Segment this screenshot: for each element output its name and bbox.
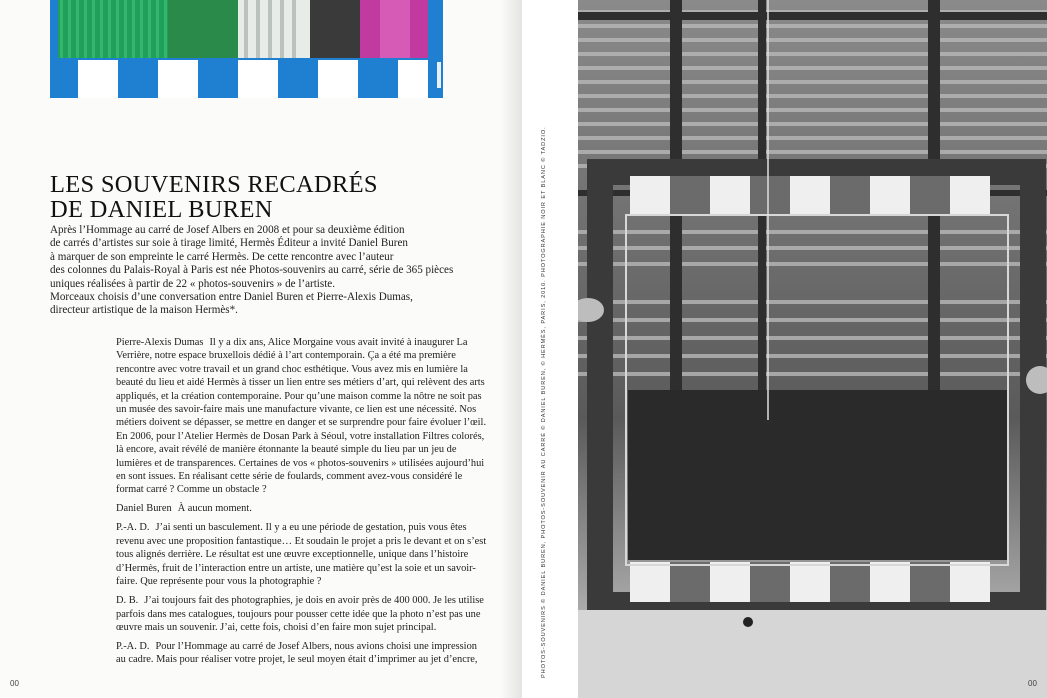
interview-paragraph <box>116 336 488 497</box>
intro-line: à marquer de son empreinte le carré Hermès. De cette rencontre avec l’auteur <box>50 250 394 263</box>
speaker-name: P.-A. D. <box>116 640 150 652</box>
scarf-photo <box>50 0 443 98</box>
intro-line: uniques réalisées à partir de 22 « photos-souvenirs » de l’artiste. <box>50 277 335 290</box>
page-number-right: 00 <box>1028 679 1037 688</box>
intro-line: Morceaux choisis d’une conversation entre Daniel Buren et Pierre-Alexis Dumas, <box>50 291 413 304</box>
intro-line: de carrés d’artistes sur soie à tirage limité, Hermès Éditeur a invité Daniel Buren <box>50 237 408 250</box>
article-intro <box>50 224 470 318</box>
speaker-name: Daniel Buren <box>116 503 172 515</box>
interview-paragraph <box>116 521 488 588</box>
interview-text: J’ai senti un basculement. Il y a eu une période de gestation, puis vous êtes revenu avec une proposition fantastique… Et soudain le projet a pris le devant et on s’est tous alignés derrière. Le résultat est une œuvre exceptionnelle, unique dans l’histoire d’Hermès, fruit de l’interaction entre un artiste, une matière qu’est la soie et un savoir-faire. Que représente pour vous la photographie ? <box>116 522 487 588</box>
interview-text: J’ai toujours fait des photographies, je dois en avoir près de 400 000. Je les utilise parfois dans mes catalogues, toujours pour pousser cette idée que la photo n’est pas une œuvre mais un souvenir. J’ai, cette fois, choisi d’en faire mon sujet principal. <box>116 595 484 633</box>
intro-line: des colonnes du Palais-Royal à Paris est née Photos-souvenirs au carré, série de 365 pièces <box>50 264 454 277</box>
intro-line: Après l’Hommage au carré de Josef Albers en 2008 et pour sa deuxième édition <box>50 224 405 236</box>
interview-paragraph <box>116 594 488 634</box>
interview-text: À aucun moment. <box>177 503 252 515</box>
interview-body <box>116 336 488 672</box>
headline-line-2: DE DANIEL BUREN <box>50 196 273 223</box>
intro-line: directeur artistique de la maison Hermès*. <box>50 304 238 317</box>
speaker-name: D. B. <box>116 595 139 607</box>
speaker-name: P.-A. D. <box>116 522 150 534</box>
photo-credit: PHOTOS-SOUVENIRS © DANIEL BUREN, PHOTOS-SOUVENIR AU CARRÉ © DANIEL BUREN, © HERMÈS, PARIS, 2010. PHOTOGRAPHIE NOIR ET BLANC © TADZIO. <box>541 126 547 678</box>
page-number-left: 00 <box>10 679 19 688</box>
interview-paragraph <box>116 640 488 667</box>
buren-frame-photo <box>578 0 1047 698</box>
headline-line-1: LES SOUVENIRS RECADRÉS <box>50 171 378 198</box>
left-page <box>0 0 522 698</box>
interview-paragraph <box>116 502 488 515</box>
interview-text: Pour l’Hommage au carré de Josef Albers, nous avions choisi une impression au cadre. Mais pour réaliser votre projet, le seul moyen était d’imprimer au jet d’encre, <box>116 640 478 666</box>
speaker-name: Pierre-Alexis Dumas <box>116 337 204 348</box>
article-headline <box>50 172 470 222</box>
interview-text: Il y a dix ans, Alice Morgaine vous avait invité à inaugurer La Verrière, notre espace bruxellois dédié à l’art contemporain. Ça a été ma première rencontre avec votre travail et un grand choc esthétique. Vous avez mis en lumière la beauté du lieu et aidé Hermès à tisser un lien entre ses métiers d’art, qui relèvent des arts appliqués, et la création contemporaine. Pour qu’une maison comme la nôtre ne soit pas un musée des savoir-faire mais une manufacture vivante, ce lien est une nécessité. Nos métiers doivent se dépasser, se mettre en danger et se surprendre pour faire évoluer l’œil. En 2006, pour l’Atelier Hermès de Dosan Park à Séoul, votre installation Filtres colorés, là encore, avait révélé de manière étonnante la beauté simple du lieu par un jeu de lumières et de transparences. Certaines de vos « photos-souvenirs » utilisées aujourd’hui en sont issues. En réalisant cette série de foulards, comment avez-vous considéré le format carré ? Comme un obstacle ? <box>116 337 487 496</box>
